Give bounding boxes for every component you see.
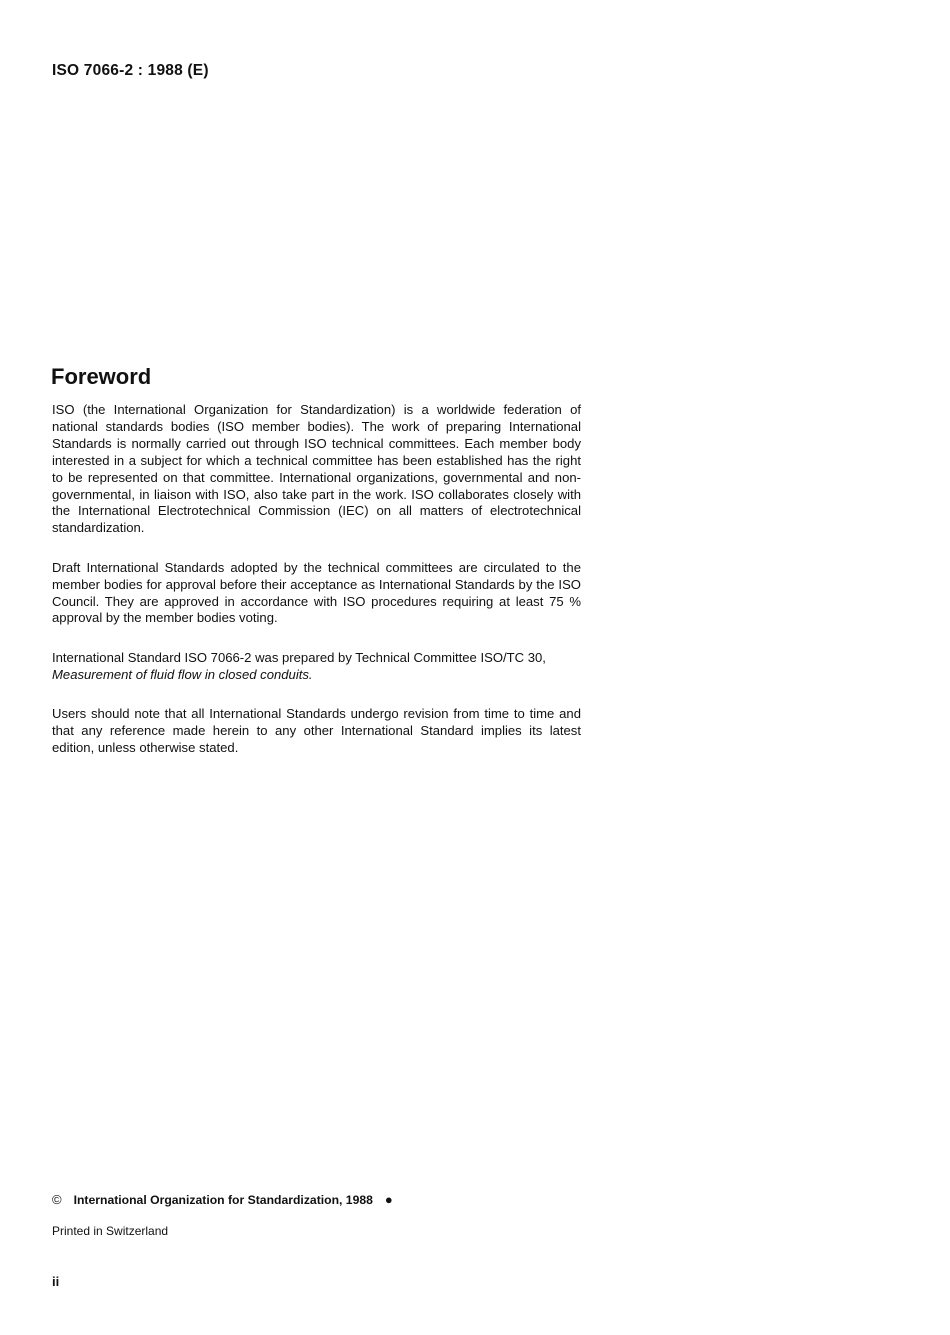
foreword-paragraph-4: Users should note that all International Standards undergo revision from time to time and that any reference made herein to any other International Standard implies its latest edition, unless otherwise stated. <box>52 706 581 755</box>
page-number: ii <box>52 1274 60 1289</box>
printed-note: Printed in Switzerland <box>52 1224 169 1238</box>
copyright-icon: © <box>52 1192 62 1207</box>
committee-statement: International Standard ISO 7066-2 was prepared by Technical Committee ISO/TC 30, <box>52 649 546 665</box>
document-id-header: ISO 7066-2 : 1988 (E) <box>52 62 209 79</box>
foreword-body <box>52 402 581 779</box>
bullet-icon: ● <box>384 1192 393 1207</box>
committee-title: Measurement of fluid flow in closed conduits. <box>52 666 313 682</box>
copyright-text: International Organization for Standardization, 1988 <box>73 1193 373 1207</box>
copyright-line <box>52 1192 393 1207</box>
foreword-paragraph-1: ISO (the International Organization for Standardization) is a worldwide federation of national standards bodies (ISO member bodies). The work of preparing International Standards is normally carried out through ISO technical committees. Each member body interested in a subject for which a technical committee has been established has the right to be represented on that committee. International organizations, governmental and non-governmental, in liaison with ISO, also take part in the work. ISO collaborates closely with the International Electrotechnical Commission (IEC) on all matters of electrotechnical standardization. <box>52 402 581 536</box>
foreword-paragraph-3 <box>52 650 581 684</box>
foreword-paragraph-2: Draft International Standards adopted by the technical committees are circulated to the member bodies for approval before their acceptance as International Standards by the ISO Council. They are approved in accordance with ISO procedures requiring at least 75 % approval by the member bodies voting. <box>52 559 581 626</box>
section-title: Foreword <box>51 364 152 389</box>
